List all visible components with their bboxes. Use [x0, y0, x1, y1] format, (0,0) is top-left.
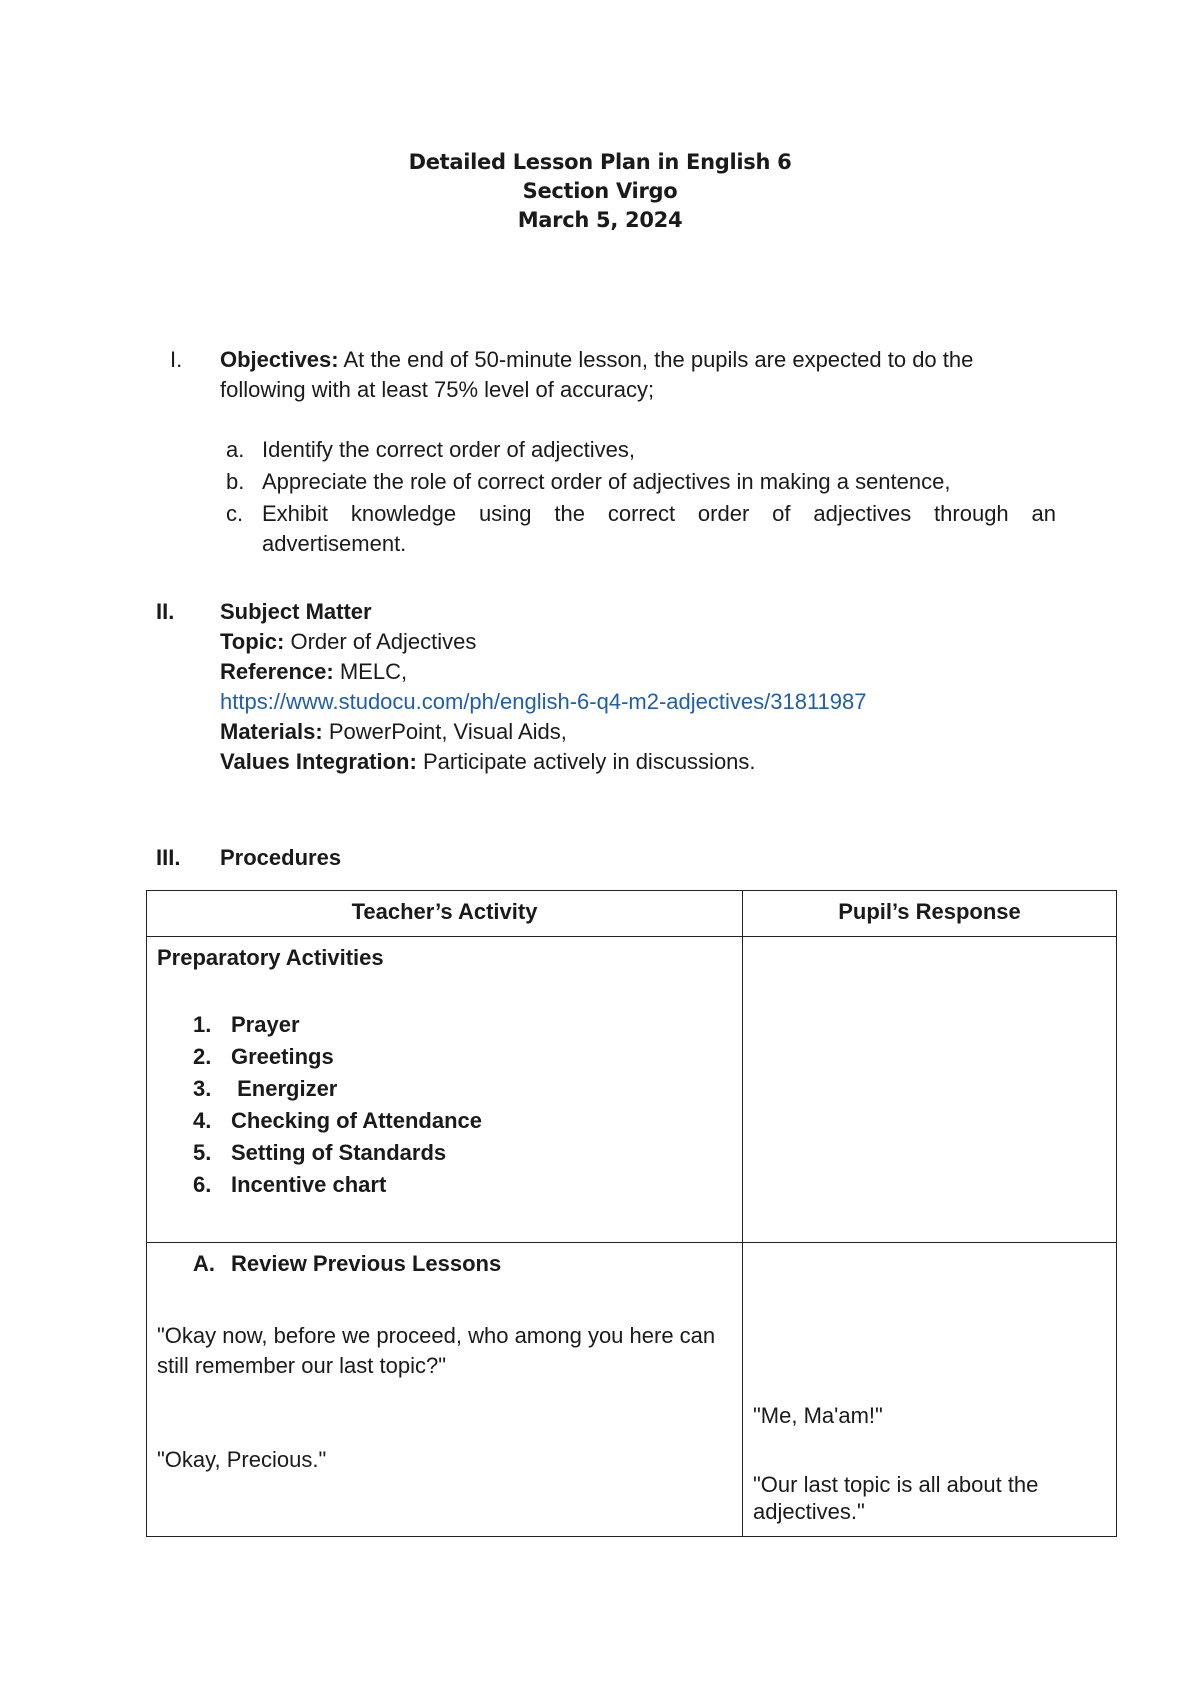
pupil-response-1: "Me, Ma'am!"	[753, 1403, 883, 1428]
list-item: 1. Prayer	[193, 1012, 300, 1037]
preparatory-cell	[147, 937, 743, 1243]
teacher-prompt: "Okay, Precious."	[157, 1447, 327, 1472]
document-date: March 5, 2024	[517, 208, 683, 232]
list-item: 6. Incentive chart	[193, 1172, 387, 1197]
values-label: Values Integration:	[220, 749, 417, 774]
procedures-table	[146, 890, 1117, 1537]
objective-item	[220, 467, 1056, 497]
objectives-list	[220, 435, 1056, 559]
values-value: Participate actively in discussions.	[416, 749, 756, 774]
document-header	[0, 148, 1200, 235]
materials-line	[220, 717, 1056, 747]
objective-letter: b.	[226, 469, 245, 494]
reference-label: Reference:	[220, 659, 334, 684]
objectives-section	[156, 345, 1056, 565]
review-heading-line	[157, 1249, 732, 1279]
list-item: 4. Checking of Attendance	[193, 1108, 482, 1133]
subject-matter-numeral: II.	[156, 599, 175, 624]
topic-line	[220, 627, 1056, 657]
objective-letter: a.	[226, 437, 245, 462]
objective-item	[220, 435, 1056, 465]
materials-value: PowerPoint, Visual Aids,	[322, 719, 567, 744]
list-item: 5. Setting of Standards	[193, 1140, 447, 1165]
procedures-heading: Procedures	[220, 845, 342, 870]
objectives-numeral: I.	[170, 347, 183, 372]
subject-matter-heading: Subject Matter	[220, 599, 372, 624]
table-row	[147, 937, 1117, 1243]
reference-value: MELC,	[333, 659, 408, 684]
topic-value: Order of Adjectives	[284, 629, 477, 654]
objective-text: Identify the correct order of adjectives,	[262, 437, 635, 462]
topic-label: Topic:	[220, 629, 285, 654]
teacher-question: "Okay now, before we proceed, who among you here can still remember our last topic?"	[157, 1323, 716, 1378]
review-cell	[147, 1243, 743, 1537]
teacher-activity-header: Teacher’s Activity	[147, 891, 743, 937]
list-item: 3. Energizer	[193, 1076, 338, 1101]
subject-matter-body	[220, 597, 1056, 777]
objective-item	[220, 499, 1056, 559]
review-heading: Review Previous Lessons	[231, 1251, 502, 1276]
reference-link[interactable]: https://www.studocu.com/ph/english-6-q4-m2-adjectives/31811987	[220, 689, 867, 714]
objectives-label: Objectives:	[220, 347, 339, 372]
materials-label: Materials:	[220, 719, 323, 744]
objective-letter: c.	[226, 501, 244, 526]
procedures-numeral: III.	[156, 845, 181, 870]
pupil-response-2: "Our last topic is all about the adjectives."	[753, 1472, 1039, 1524]
document-section: Section Virgo	[522, 179, 678, 203]
preparatory-list	[193, 1009, 732, 1201]
document-title: Detailed Lesson Plan in English 6	[408, 150, 792, 174]
review-response-cell	[743, 1243, 1117, 1537]
values-line	[220, 747, 1056, 777]
review-letter: A.	[193, 1251, 215, 1276]
objectives-intro	[220, 345, 1056, 405]
table-row	[147, 1243, 1117, 1537]
list-item: 2. Greetings	[193, 1044, 334, 1069]
preparatory-heading: Preparatory Activities	[157, 945, 384, 970]
pupil-response-header: Pupil’s Response	[743, 891, 1117, 937]
procedures-section	[156, 843, 1056, 875]
objective-text: Exhibit knowledge using the correct order of adjectives through an advertisement.	[262, 501, 1056, 556]
objective-text: Appreciate the role of correct order of adjectives in making a sentence,	[262, 469, 951, 494]
subject-matter-section	[156, 597, 1056, 777]
table-header-row	[147, 891, 1117, 937]
reference-line	[220, 657, 1056, 687]
preparatory-response-cell	[743, 937, 1117, 1243]
objectives-text: At the end of 50-minute lesson, the pupils are expected to do the following with at least 75% level of accuracy;	[220, 347, 974, 402]
